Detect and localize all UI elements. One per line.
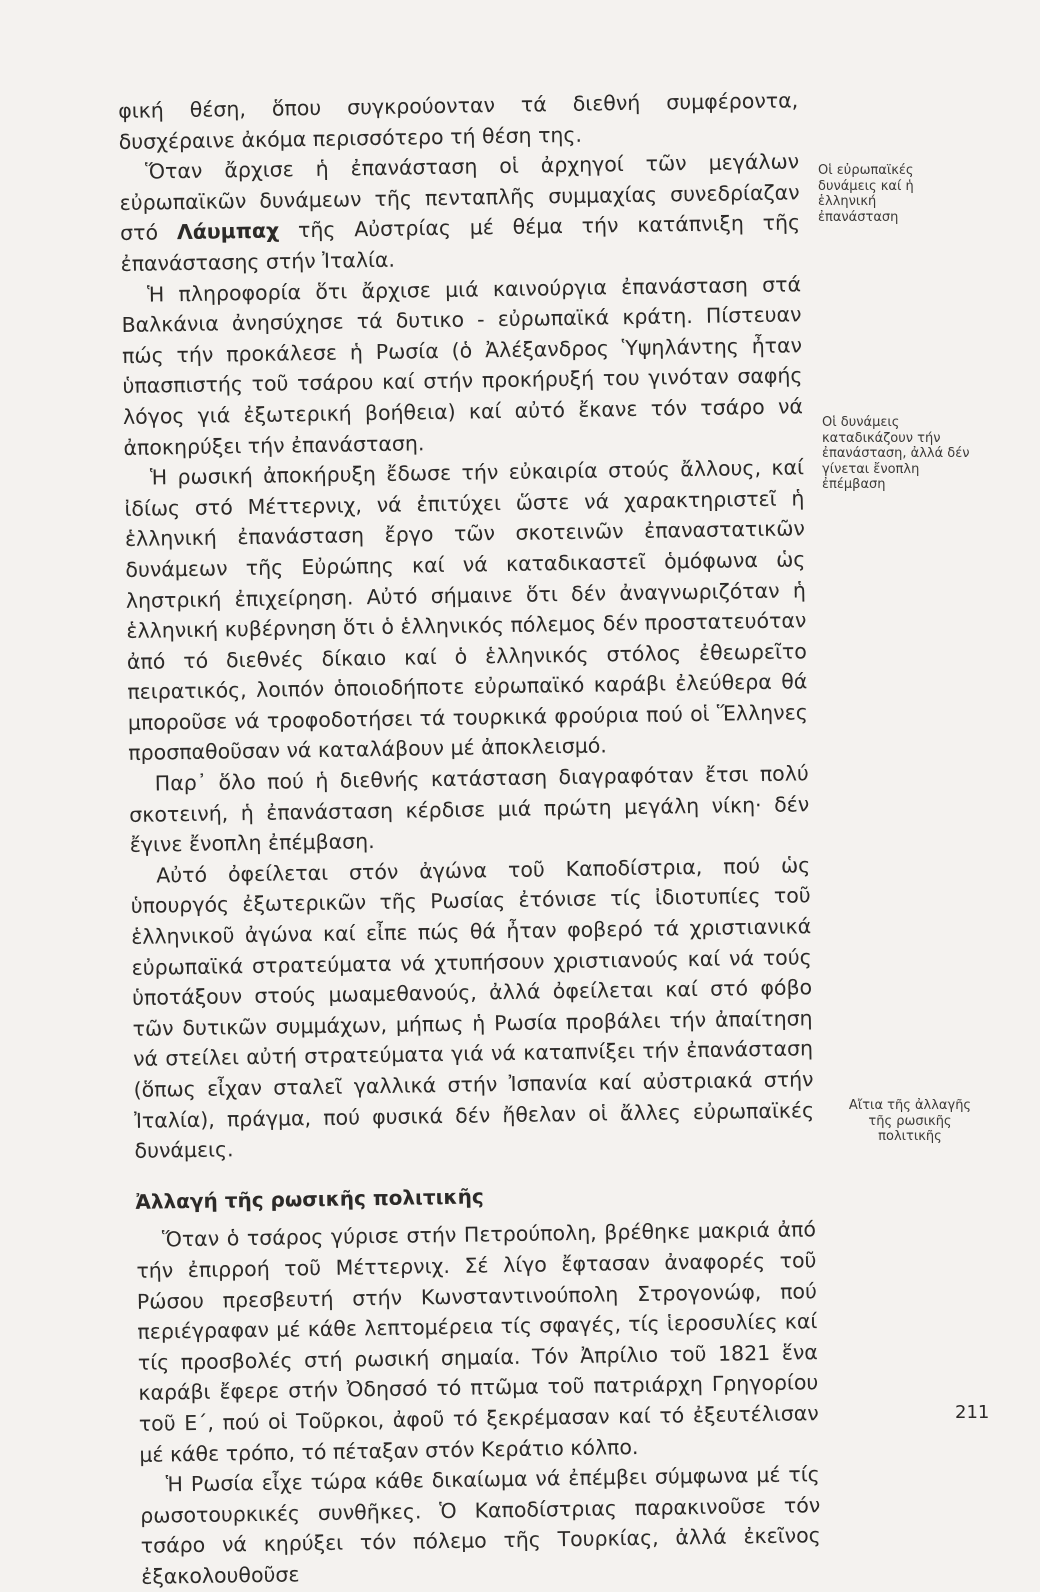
place-name-laibach: Λάυμπαχ xyxy=(176,218,280,245)
paragraph-3: Ἡ πληροφορία ὅτι ἄρχισε μιά καινούργια ἐπανάσταση στά Βαλκάνια ἀνησύχησε τά δυτικο - εὐρωπαϊκά κράτη. Πίστευαν πώς τήν προκάλεσε ἡ Ρωσία (ὁ Ἀλέξανδρος Ὑψηλάντης ἦταν ὑπασπιστής τοῦ τσάρου καί στήν προκήρυξή του γινόταν σαφής λόγος γιά ἐξωτερική βοήθεια) καί αὐτό ἔκανε τόν τσάρο νά ἀποκηρύξει τήν ἐπανάσταση. xyxy=(121,271,804,460)
paragraph-1: φική θέση, ὅπου συγκρούονταν τά διεθνή συμφέροντα, δυσχέραινε ἀκόμα περισσότερο τή θέση της. xyxy=(118,88,799,154)
margin-note-1: Οἱ εὐρωπαϊκές δυνάμεις καί ἡ ἑλληνική ἐπανάσταση xyxy=(818,163,914,225)
main-text-column xyxy=(118,85,821,1592)
page-number: 211 xyxy=(955,1402,990,1423)
paragraph-7: Ὅταν ὁ τσάρος γύρισε στήν Πετρούπολη, βρέθηκε μακριά ἀπό τήν ἐπιρροή τοῦ Μέττερνιχ. Σέ λίγο ἔφτασαν ἀναφορές τοῦ Ρώσου πρεσβευτή στήν Κωνσταντινούπολη Στρογονώφ, πού περιέγραφαν μέ κάθε λεπτομέρεια τίς σφαγές, τίς ἱεροσυλίες καί τίς προσβολές στή ρωσική σημαία. Τόν Ἀπρίλιο τοῦ 1821 ἕνα καράβι ἔφερε στήν Ὀδησσό τό πτῶμα τοῦ πατριάρχη Γρηγορίου τοῦ Ε΄, πού οἱ Τοῦρκοι, ἀφοῦ τό ξεκρέμασαν καί τό ἐξευτέλισαν μέ κάθε τρόπο, τό πέταξαν στόν Κεράτιο κόλπο. xyxy=(136,1217,819,1467)
paragraph-5: Παρ᾽ ὅλο πού ἡ διεθνής κατάσταση διαγραφόταν ἔτσι πολύ σκοτεινή, ἡ ἐπανάσταση κέρδισε μιά πρώτη μεγάλη νίκη· δέν ἔγινε ἔνοπλη ἐπέμβαση. xyxy=(129,761,810,858)
paragraph-2 xyxy=(119,146,801,279)
paragraph-2-text-a: Ὅταν ἄρχισε ἡ ἐπανάσταση οἱ ἀρχηγοί τῶν μεγάλων εὐρωπαϊκῶν δυνάμεων τῆς πενταπλῆς συμμαχίας συνεδρίαζαν στό xyxy=(119,149,800,246)
margin-note-2: Οἱ δυνάμεις καταδικάζουν τήν ἐπανάσταση, ἀλλά δέν γίνεται ἔνοπλη ἐπέμβαση xyxy=(822,415,970,492)
margin-note-3: Αἴτια τῆς ἀλλαγῆς τῆς ρωσικῆς πολιτικῆς xyxy=(848,1098,972,1144)
paragraph-2-text-b: τῆς Αὐστρίας μέ θέμα τήν κατάπνιξη τῆς ἐπανάστασης στήν Ἰταλία. xyxy=(120,210,801,276)
paragraph-6: Αὐτό ὀφείλεται στόν ἀγώνα τοῦ Καποδίστρια, πού ὡς ὑπουργός ἐξωτερικῶν τῆς Ρωσίας ἐτόνισε τίς ἰδιοτυπίες τοῦ ἑλληνικοῦ ἀγώνα καί εἶπε πώς θά ἦταν φοβερό τά χριστιανικά εὐρωπαϊκά στρατεύματα νά χτυπήσουν χριστιανούς καί νά τούς ὑποτάξουν στούς μωαμεθανούς, ἀλλά ὀφείλεται καί στό φόβο τῶν δυτικῶν συμμάχων, μήπως ἡ Ρωσία προβάλει τήν ἀπαίτηση νά στείλει αὐτή στρατεύματα γιά νά καταπνίξει τήν ἐπανάσταση (ὅπως εἶχαν σταλεῖ γαλλικά στήν Ἰσπανία καί αὐστριακά στήν Ἰταλία), πράγμα, πού φυσικά δέν ἤθελαν οἱ ἄλλες εὐρωπαϊκές δυνάμεις. xyxy=(130,853,815,1164)
paragraph-4: Ἡ ρωσική ἀποκήρυξη ἔδωσε τήν εὐκαιρία στούς ἄλλους, καί ἰδίως στό Μέττερνιχ, νά ἐπιτύχει ὥστε νά χαρακτηριστεῖ ἡ ἑλληνική ἐπανάσταση ἔργο τῶν σκοτεινῶν ἐπαναστατικῶν δυνάμεων τῆς Εὐρώπης καί νά καταδικαστεῖ ὁμόφωνα ὡς ληστρική ἐπιχείρηση. Αὐτό σήμαινε ὅτι δέν ἀναγνωριζόταν ἡ ἑλληνική κυβέρνηση ὅτι ὁ ἑλληνικός πόλεμος δέν προστατευόταν ἀπό τό διεθνές δίκαιο καί ὁ ἑλληνικός στόλος ἐθεωρεῖτο πειρατικός, λοιπόν ὁποιοδήποτε εὐρωπαϊκό καράβι ἐλεύθερα θά μποροῦσε νά τροφοδοτήσει τά τουρκικά φρούρια πού οἱ Ἕλληνες προσπαθοῦσαν νά καταλάβουν μέ ἀποκλεισμό. xyxy=(124,455,808,766)
section-heading: Ἀλλαγή τῆς ρωσικῆς πολιτικῆς xyxy=(135,1184,484,1214)
paragraph-8: Ἡ Ρωσία εἶχε τώρα κάθε δικαίωμα νά ἐπέμβει σύμφωνα μέ τίς ρωσοτουρκικές συνθῆκες. Ὁ Καποδίστριας παρακινοῦσε τόν τσάρο νά κηρύξει τόν πόλεμο τῆς Τουρκίας, ἀλλά ἐκεῖνος ἐξακολουθοῦσε xyxy=(140,1462,821,1589)
